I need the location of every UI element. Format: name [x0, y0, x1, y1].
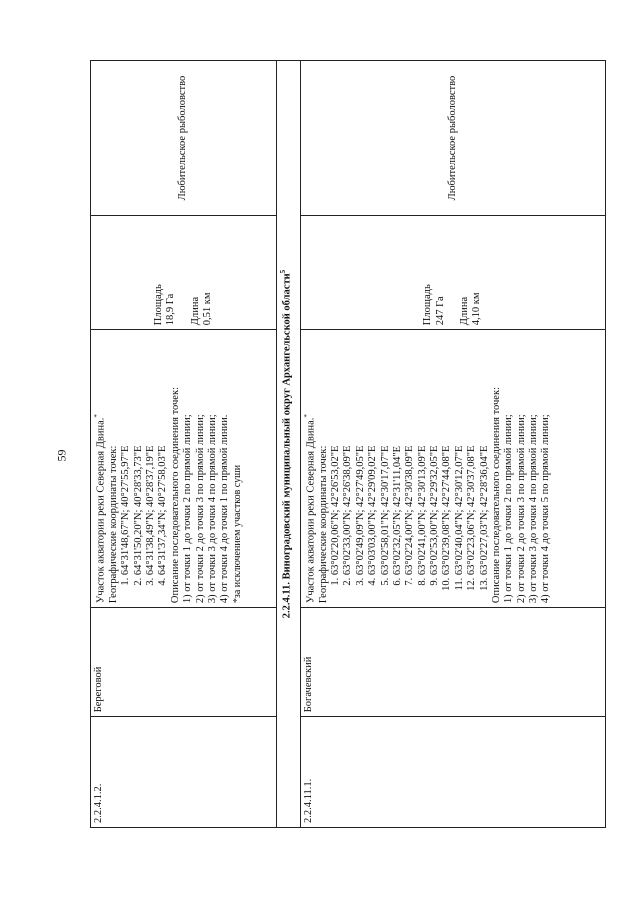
- area-value: 18,9 Га: [165, 293, 177, 326]
- usage-type: Любительское рыболовство: [300, 61, 605, 216]
- list-item: 1. 63°02'20,06"N; 42°26'53,02"E: [330, 334, 342, 575]
- row-number: 2.2.4.11.1.: [300, 717, 605, 828]
- table-row: [300, 61, 605, 828]
- list-item: 3. 64°31'38,49"N; 40°28'37,19"E: [145, 334, 157, 575]
- length-label: Длина: [458, 296, 470, 326]
- area-title: Участок акватории реки Северная Двина.*: [93, 414, 107, 604]
- list-item: 3. 63°02'49,09"N; 42°27'49,05"E: [355, 334, 367, 575]
- length-label: Длина: [189, 296, 201, 326]
- list-item: 11. 63°02'40,04"N; 42°30'12,07"E: [454, 334, 466, 575]
- page-number: 59: [54, 449, 69, 462]
- connections-list: [182, 334, 232, 603]
- list-item: 2) от точки 2 до точки 3 по прямой линии;: [194, 414, 206, 604]
- area-name: Богачевский: [300, 608, 605, 717]
- list-item: 3) от точки 3 до точки 4 по прямой линии;: [206, 414, 218, 604]
- area-description: [300, 330, 605, 608]
- list-item: 4. 63°03'03,00"N; 42°29'09,02"E: [367, 334, 379, 575]
- list-item: 2. 63°02'33,00"N; 42°26'38,09"E: [342, 334, 354, 575]
- row-number: 2.2.4.1.2.: [91, 717, 277, 828]
- list-item: 10. 63°02'39,08"N; 42°27'44,08"E: [441, 334, 453, 575]
- points-list: [330, 334, 491, 603]
- list-item: 4. 64°31'37,34"N; 40°27'58,03"E: [157, 334, 169, 575]
- table-row: [91, 61, 277, 828]
- list-item: 2. 64°31'50,20"N; 40°28'33,73"E: [133, 334, 145, 575]
- usage-type: Любительское рыболовство: [91, 61, 277, 216]
- list-item: 5. 63°02'58,01"N; 42°30'17,07"E: [380, 334, 392, 575]
- area-size: [91, 216, 277, 330]
- list-item: 6. 63°02'32,05"N; 42°31'11,04"E: [392, 334, 404, 575]
- area-value: 247 Га: [434, 296, 446, 326]
- area-label: Площадь: [422, 284, 434, 326]
- area-label: Площадь: [152, 284, 164, 326]
- list-item: 2) от точки 2 до точки 3 по прямой линии;: [515, 414, 527, 604]
- connections-list: [503, 334, 553, 603]
- length-value: 4,10 км: [471, 292, 483, 326]
- area-title: Участок акватории реки Северная Двина.*: [302, 414, 317, 604]
- list-item: 9. 63°02'53,00"N; 42°29'32,05"E: [429, 334, 441, 575]
- coords-header: Географические координаты точек:: [317, 445, 329, 604]
- points-list: [120, 334, 170, 603]
- rotated-table-page: [90, 60, 606, 828]
- list-item: 1) от точки 1 до точки 2 по прямой линии;: [503, 414, 515, 604]
- list-item: 3) от точки 3 до точки 4 по прямой линии;: [528, 414, 540, 604]
- coords-header: Географические координаты точек:: [107, 445, 119, 604]
- list-item: 1) от точки 1 до точки 2 по прямой линии;: [182, 414, 194, 604]
- area-description: [91, 330, 277, 608]
- list-item: 13. 63°02'27,03"N; 42°28'36,04"E: [479, 334, 491, 575]
- area-size: [300, 216, 605, 330]
- footnote: *за исключением участков суши: [231, 464, 243, 604]
- section-heading-row: [277, 61, 301, 828]
- list-item: 8. 63°02'41,00"N; 42°30'13,09"E: [417, 334, 429, 575]
- area-name: Береговой: [91, 608, 277, 717]
- fishing-areas-table: [90, 60, 606, 828]
- connection-header: Описание последовательного соединения точек:: [169, 387, 181, 604]
- connection-header: Описание последовательного соединения точек:: [490, 387, 502, 604]
- list-item: 12. 63°02'23,06"N; 42°30'37,08"E: [466, 334, 478, 575]
- list-item: 4) от точки 4 до точки 5 по прямой линии;: [540, 414, 552, 604]
- length-value: 0,51 км: [201, 292, 213, 326]
- section-heading: 2.2.4.11. Виноградовский муниципальный округ Архангельской области$^5$: [277, 61, 301, 828]
- list-item: 7. 63°02'24,00"N; 42°30'38,09"E: [404, 334, 416, 575]
- list-item: 4) от точки 4 до точки 1 по прямой линии.: [219, 414, 231, 604]
- list-item: 1. 64°31'48,67"N; 40°27'55,97"E: [120, 334, 132, 575]
